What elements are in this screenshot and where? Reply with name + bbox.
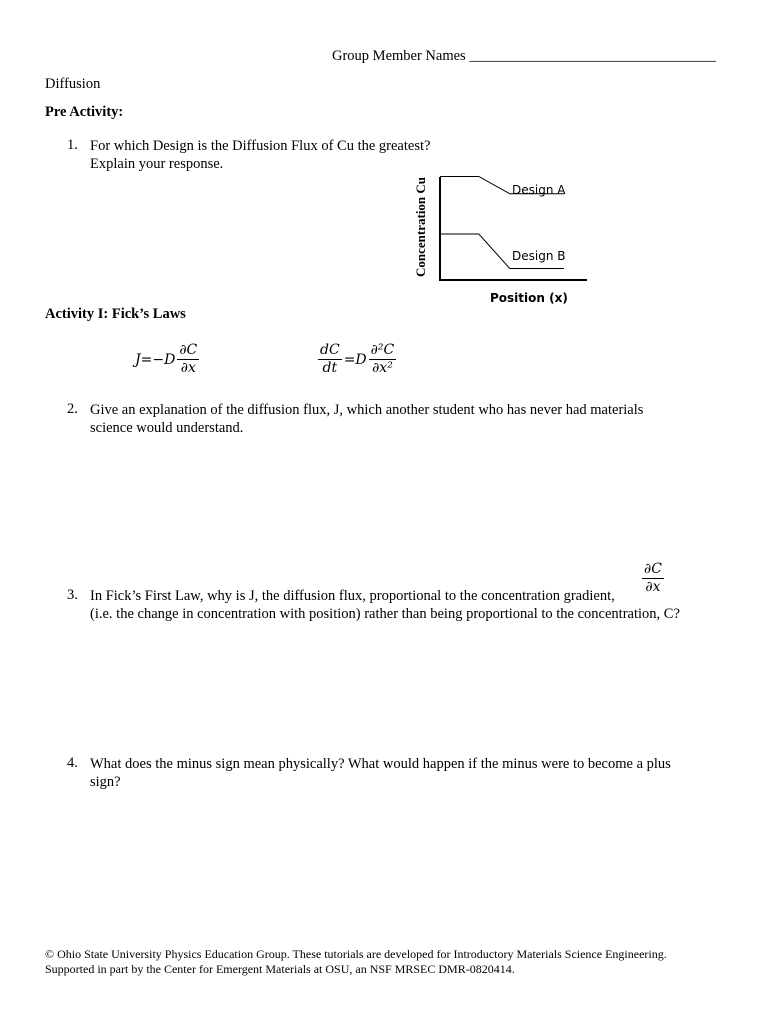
ficks-first-law	[135, 342, 201, 377]
design-b-label: Design B	[512, 249, 566, 263]
y-axis-label: Concentration Cu	[413, 176, 428, 277]
eq1-denominator: ∂x	[180, 360, 196, 376]
q4-number: 4.	[67, 755, 78, 771]
eq1-lhs: J=−D	[135, 351, 176, 368]
q3-text	[90, 587, 730, 623]
q1-line1: For which Design is the Diffusion Flux of Cu the greatest?	[90, 138, 431, 154]
q4-line1: What does the minus sign mean physically? What would happen if the minus were to become a plus	[90, 756, 671, 772]
q2-line1: Give an explanation of the diffusion flux, J, which another student who has never had materials	[90, 402, 644, 418]
q4-line2: sign?	[90, 774, 121, 790]
q1-line2: Explain your response.	[90, 156, 224, 172]
eq2-rhs-numerator: ∂²C	[370, 342, 395, 358]
eq2-rhs-fraction	[369, 342, 397, 377]
group-names-line	[332, 48, 716, 65]
topic-title: Diffusion	[45, 76, 101, 92]
q3-number: 3.	[67, 587, 78, 603]
q3-grad-numerator: ∂C	[644, 561, 662, 577]
group-names-label: Group Member Names	[332, 48, 466, 64]
eq2-mid: =D	[343, 351, 367, 368]
footer	[45, 947, 745, 977]
q1-number: 1.	[67, 137, 78, 153]
ficks-second-law	[316, 342, 398, 377]
concentration-chart	[405, 165, 605, 310]
q3-grad-denominator: ∂x	[645, 579, 661, 595]
q3-line2: (i.e. the change in concentration with position) rather than being proportional to the concentration, C?	[90, 606, 680, 622]
q2-text	[90, 401, 710, 437]
x-axis-label: Position (x)	[490, 291, 568, 305]
eq2-lhs-numerator: dC	[320, 342, 340, 358]
eq2-lhs-fraction	[318, 342, 342, 377]
group-names-blank[interactable]: __________________________________	[469, 48, 716, 64]
q2-number: 2.	[67, 401, 78, 417]
eq1-fraction	[177, 342, 199, 377]
footer-line1: © Ohio State University Physics Education Group. These tutorials are developed for Introductory Materials Science Engineering.	[45, 947, 667, 961]
design-a-label: Design A	[512, 183, 566, 197]
eq1-numerator: ∂C	[179, 342, 198, 358]
footer-line2: Supported in part by the Center for Emergent Materials at OSU, an NSF MRSEC DMR-0820414.	[45, 962, 515, 976]
q4-text	[90, 755, 710, 791]
eq2-rhs-denominator: ∂x²	[372, 360, 393, 376]
q1-text	[90, 137, 710, 173]
q2-line2: science would understand.	[90, 420, 244, 436]
pre-activity-heading: Pre Activity:	[45, 104, 124, 120]
activity1-heading: Activity I: Fick’s Laws	[45, 306, 186, 322]
eq2-lhs-denominator: dt	[322, 360, 338, 376]
q3-line1: In Fick’s First Law, why is J, the diffusion flux, proportional to the concentration gradient,	[90, 588, 615, 604]
